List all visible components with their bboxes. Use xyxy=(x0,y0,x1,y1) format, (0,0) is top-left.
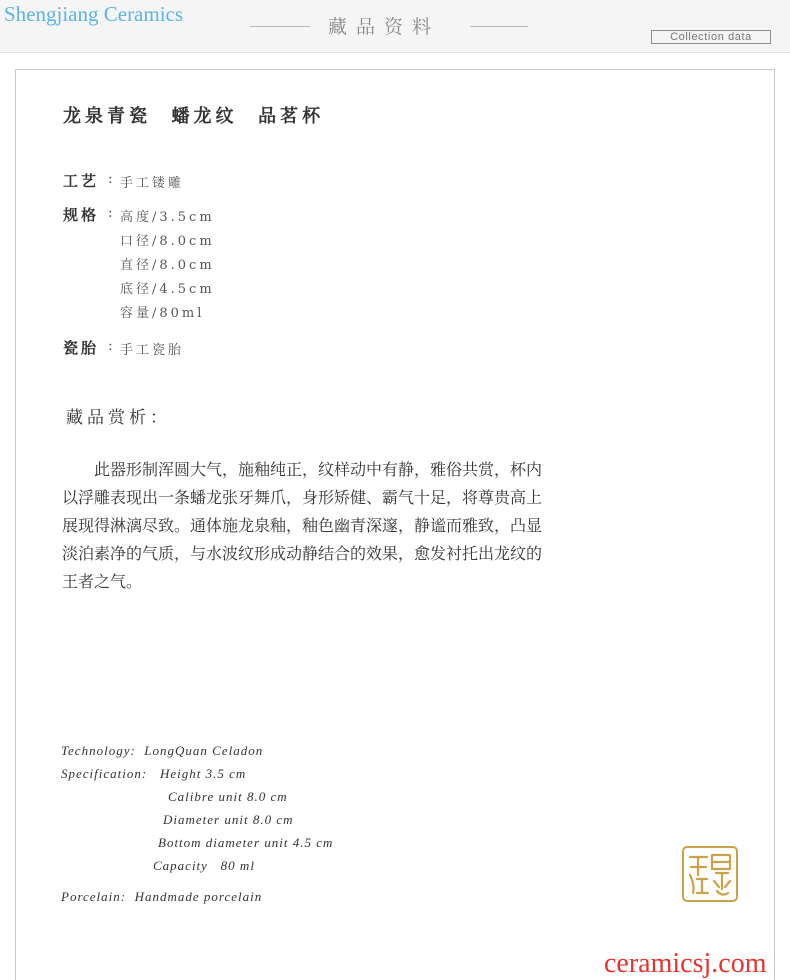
en-bottom-diameter: Bottom diameter unit 4.5 cm xyxy=(158,835,334,850)
spec-height: 高度/3.5cm xyxy=(120,210,215,225)
en-porcelain: Porcelain: Handmade porcelain xyxy=(61,889,263,904)
body-separator: : xyxy=(108,338,113,354)
brand-logo[interactable]: Shengjiang Ceramics xyxy=(4,2,184,26)
spec-mouth-diameter: 口径/8.0cm xyxy=(120,234,215,249)
analysis-title: 藏品赏析： xyxy=(66,408,171,428)
spec-capacity: 容量/80ml xyxy=(120,306,205,321)
body-label: 瓷胎 xyxy=(63,339,100,357)
spec-diameter: 直径/8.0cm xyxy=(120,258,215,273)
en-diameter: Diameter unit 8.0 cm xyxy=(163,812,294,827)
en-specification: Specification: Height 3.5 cm xyxy=(61,766,247,781)
craft-value: 手工镂雕 xyxy=(120,176,185,191)
collection-data-badge: Collection data xyxy=(651,30,771,44)
seal-stamp-icon xyxy=(681,845,739,903)
section-title: 藏品资料 xyxy=(328,16,441,38)
spec-bottom-diameter: 底径/4.5cm xyxy=(120,282,215,297)
spec-label: 规格 xyxy=(63,206,100,224)
en-capacity: Capacity 80 ml xyxy=(153,858,255,873)
page-header xyxy=(0,0,790,53)
product-title: 龙泉青瓷 蟠龙纹 品茗杯 xyxy=(63,106,325,127)
en-technology: Technology: LongQuan Celadon xyxy=(61,743,264,758)
analysis-text: 此器形制浑圆大气，施釉纯正，纹样动中有静，雅俗共赏，杯内以浮雕表现出一条蟠龙张牙舞爪，身形矫健、霸气十足，将尊贵高上展现得淋漓尽致。通体施龙泉釉，釉色幽青深邃，静谧而雅致，凸显淡泊素净的气质，与水波纹形成动静结合的效果，愈发衬托出龙纹的王者之气。 xyxy=(62,460,543,591)
header-divider-left xyxy=(250,26,310,27)
en-calibre: Calibre unit 8.0 cm xyxy=(168,789,288,804)
spec-separator: : xyxy=(108,205,113,221)
site-watermark: ceramicsj.com xyxy=(604,948,767,979)
body-value: 手工瓷胎 xyxy=(120,343,185,358)
craft-separator: : xyxy=(108,171,113,187)
craft-label: 工艺 xyxy=(63,172,100,190)
header-divider-right xyxy=(470,26,528,27)
